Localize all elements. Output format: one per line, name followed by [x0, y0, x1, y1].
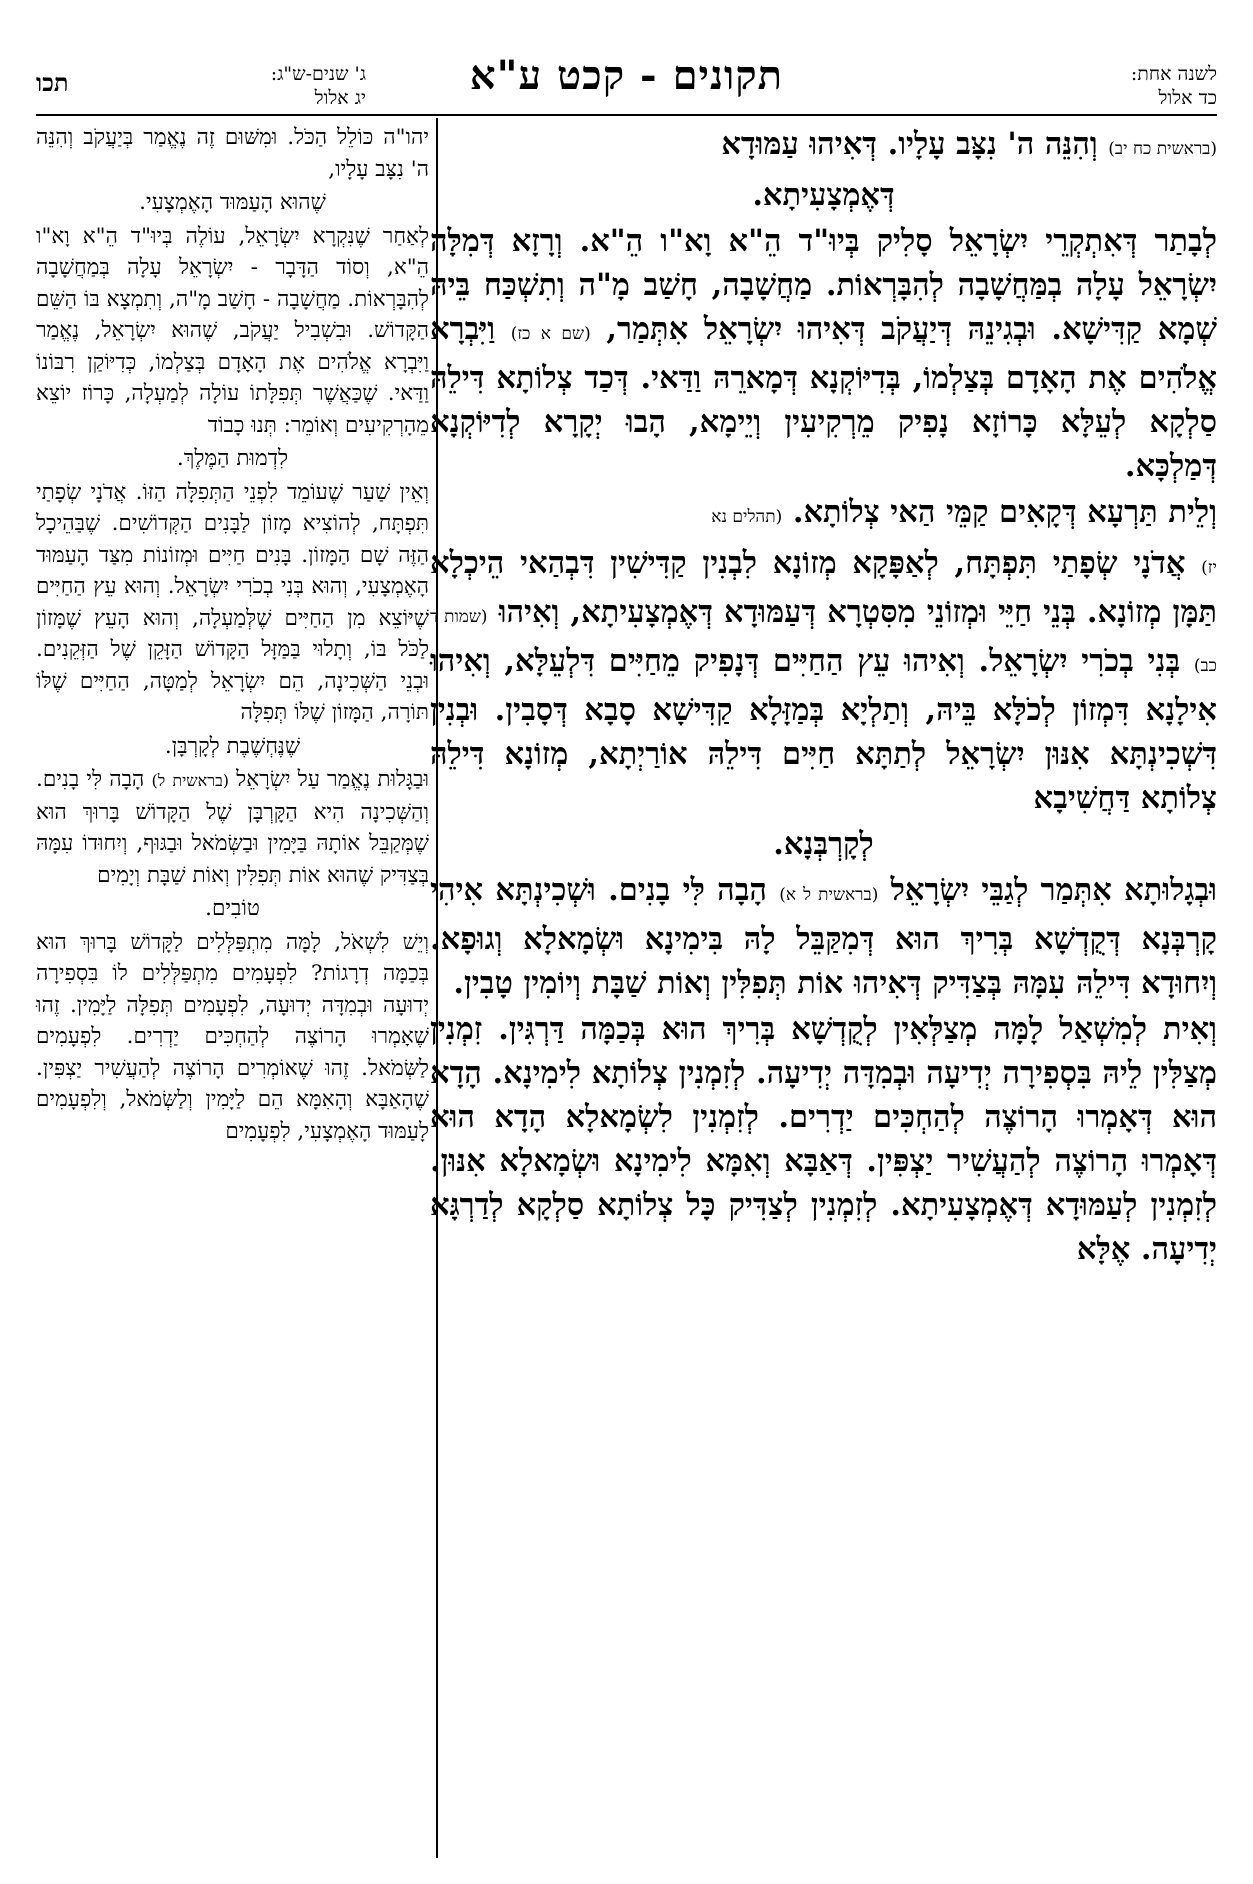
- main-text: וַיִּבְרָא אֱלֹהִים אֶת הָאָדָם בְּצַלְמוֹ, בְּדִיּוֹקְנָא דְּמָארֵהּ וַדַּאי. דְּכַד צְלוֹתָא דִּילֵהּ סַלְקָא לְעֵלָּא כָּרוֹזָא נָפִיק מֵרְקִיעִין וְיֵימָא, הָבוּ יְקָרָא לְדִיּוֹקְנָא דְּמַלְכָּא.: [430, 311, 1217, 484]
- main-paragraph-3: [430, 490, 1217, 539]
- verse-reference: (שם א כז): [510, 324, 591, 344]
- header-left-text: [271, 62, 366, 110]
- main-text: וְלֵית תַּרְעָא דְּקָאִים קַמֵּי הַאי צְלוֹתָא.: [792, 494, 1217, 530]
- header-left-line2: יג אלול: [314, 87, 366, 109]
- side-text: וּבַגָּלוּת נֶאֱמַר עַל יִשְׂרָאֵל: [236, 767, 430, 792]
- side-paragraph-2-end: לִדְמוּת הַמֶּלֶךְ.: [176, 446, 289, 471]
- main-paragraph-5: [430, 868, 1217, 1005]
- verse-reference: יז): [1201, 558, 1217, 578]
- side-paragraph-2: לְאַחַר שֶׁנִּקְרָא יִשְׂרָאֵל, עוֹלֶה בְּיוּ"ד הֵ"א וָא"ו הֵ"א, וְסוֹד הַדָּבָר - יִשְׂרָאֵל עָלָה בְּמַחֲשָׁבָה לְהִבָּרְאוֹת. מַחֲשָׁבָה - חָשַׁב מָ"ה, וְתִמְצָא בּוֹ הַשֵּׁם הַקָּדוֹשׁ. וּבִשְׁבִיל יַעֲקֹב, שֶׁהוּא יִשְׂרָאֵל, נֶאֱמַר וַיִּבְרָא אֱלֹהִים אֶת הָאָדָם בְּצַלְמוֹ, כְּדִיּוֹקַן רִבּוֹנוֹ וַדַּאי. שֶׁכַּאֲשֶׁר תְּפִלָּתוֹ עוֹלָה לְמַעְלָה, כָּרוֹז יוֹצֵא מֵהָרְקִיעִים וְאוֹמֵר: תְּנוּ כָבוֹד: [36, 223, 429, 438]
- side-paragraph-1-end: שֶׁהוּא הָעַמּוּד הָאֶמְצָעִי.: [139, 190, 326, 215]
- main-text: אֲדֹנָי שְׂפָתַי תִּפְתָּח, לְאַפָּקָא מְזוֹנָא לִבְנִין קַדִּישִׁין דִּבְהַאי הֵיכְלָא תַּמָּן מְזוֹנָא. בְּנֵי חַיֵּי וּמְזוֹנֵי מִסִּטְרָא דְּעַמּוּדָא דְּאֶמְצָעִיתָא, וְאִיהוּ: [430, 545, 1218, 630]
- side-paragraph-3-end: שֶׁנֶּחְשֶׁבֶת לְקָרְבָּן.: [164, 733, 301, 759]
- main-text: וְהִנֵּה ה' נִצָּב עָלָיו. דְּאִיהוּ עַמּוּדָא: [721, 126, 1098, 162]
- verse-reference: (בראשית כח יב): [1108, 139, 1217, 159]
- header-rule: [36, 114, 1217, 116]
- side-paragraph-4: [36, 764, 429, 891]
- side-paragraph-4-end: טוֹבִים.: [205, 896, 260, 921]
- main-text: בְּנִי בְכֹרִי יִשְׂרָאֵל. וְאִיהוּ עֵץ הַחַיִּים דְּנָפִיק מֵחַיִּים דִּלְעֵלָּא, וְאִיהוּ אִילָנָא דִּמְזוֹן לְכֹלָּא בֵּיהּ, וְתַלְיָא בְּמַזָּלָא קַדִּישָׁא סָבָא דְּסָבִין. וּבְנִין דִּשְׁכִינְתָּא אִנּוּן יִשְׂרָאֵל לְתַתָּא חַיִּים דִּילֵהּ אוֹרַיְתָא, מְזוֹנָא דִּילֵהּ צְלוֹתָא דַּחֲשִׁיבָא: [430, 643, 1217, 816]
- main-text: הָבָה לִּי בָנִים. וּשְׁכִינְתָּא אִיהִי קָרְבְּנָא דְּקֻדְשָׁא בְּרִיךְ הוּא דְּמִקַּבֵּל לָהּ בִּימִינָא וּשְׂמָאלָא וְגוּפָא. וְיִחוּדָא דִּילֵהּ עִמָּהּ בְּצַדִּיק דְּאִיהוּ אוֹת תְּפִלִּין וְאוֹת שַׁבָּת וְיוֹמִין טָבִין.: [430, 872, 1217, 1001]
- page-number: תכו: [36, 68, 69, 97]
- main-text: וְאִית לְמִשְׁאַל לָמָּה מְצַלְּאִין לְקֻדְשָׁא בְּרִיךְ הוּא בְּכַמָּה דַּרְגִּין. זִמְנִין מְצַלִּין לֵיהּ בִּסְפִירָה יְדִיעָה וּבְמִדָּה יְדִיעָה. לְזִמְנִין צְלוֹתָא לִימִינָא. הָדָא הוּא דְּאָמְרוּ הָרוֹצֶה לְהַחְכִּים יַדְרִים. לְזִמְנִין לִשְׂמָאלָא הָדָא הוּא דְּאָמְרוּ הָרוֹצֶה לְהַעֲשִׁיר יַצְפִּין. דְּאַבָּא וְאִמָּא לִימִינָא וּשְׂמָאלָא אִנּוּן. לְזִמְנִין לְעַמּוּדָא דְּאֶמְצָעִיתָא. לְזִמְנִין לְצַדִּיק כָּל צְלוֹתָא סַלְקָא לְדַרְגָּא יְדִיעָה. אֶלָּא: [430, 1011, 1217, 1267]
- page-title: תקונים - קכט ע"א: [469, 52, 784, 99]
- main-paragraph-2: [430, 219, 1217, 488]
- side-text: הָבָה לִּי בָנִים. וְהַשְּׁכִינָה הִיא הַקָּרְבָּן שֶׁל הַקָּדוֹשׁ בָּרוּךְ הוּא שֶׁמְּקַבֵּל אוֹתָהּ בַּיָּמִין וּבַשְּׂמֹאל וּבַגּוּף, וְיִחוּדוֹ עִמָּהּ בְּצַדִּיק שֶׁהוּא אוֹת תְּפִלִּין וְאוֹת שַׁבָּת וְיָמִים: [36, 767, 429, 888]
- main-text: וּבְגָלוּתָא אִתְּמַר לְגַבֵּי יִשְׂרָאֵל: [890, 872, 1217, 908]
- verse-reference: ל): [151, 771, 166, 790]
- header-left-line1: ג' שנים-ש"ג:: [270, 63, 366, 85]
- page-header: [36, 52, 1217, 112]
- main-paragraph-1-end: דְּאֶמְצָעִיתָא.: [752, 177, 895, 213]
- translation-column: [36, 122, 429, 1149]
- main-text-column: [430, 122, 1217, 1273]
- verse-reference: (בראשית ל א): [779, 885, 879, 905]
- main-paragraph-4-end: לְקָרְבְּנָא.: [773, 826, 874, 862]
- verse-reference: (בראשית: [172, 771, 230, 790]
- main-paragraph-4: [430, 541, 1217, 820]
- main-text: לְבָתַר דְּאִתְקְרֵי יִשְׂרָאֵל סָלִיק בְּיוּ"ד הֵ"א וָא"ו הֵ"א. וְרָזָא דְּמִלָּה יִשְׂרָאֵל עָלָה בְמַּחֲשָׁבָה לְהִבָּרְאוֹת. מַחֲשָׁבָה, חָשַׁב מָ"ה וְתִשְׁכַּח בֵּיהּ שְׁמָא קַדִּישָׁא. וּבְגִינֵהּ דְּיַעֲקֹב דְּאִיהוּ יִשְׂרָאֵל אִתְּמַר,: [430, 223, 1218, 347]
- verse-reference: (תהלים נא: [711, 507, 783, 527]
- header-schedule-three-years: [36, 62, 366, 112]
- header-right-line2: כד אלול: [1158, 87, 1217, 109]
- main-paragraph-1: [430, 122, 1217, 171]
- side-paragraph-3: וְאֵין שַׁעַר שֶׁעוֹמֵד לִפְנֵי הַתְּפִלָּה הַזּוֹ. אֲדֹנָי שְׂפָתַי תִּפְתָּח, לְהוֹצִיא מָזוֹן לַבָּנִים הַקְּדוֹשִׁים. שֶׁבַּהֵיכָל הַזֶּה שָׁם הַמָּזוֹן. בָּנִים חַיִּים וּמְזוֹנוֹת מִצַּד הָעַמּוּד הָאֶמְצָעִי, וְהוּא בְּנִי בְכֹרִי יִשְׂרָאֵל. וְהוּא עֵץ הַחַיִּים שֶׁיּוֹצֵא מִן הַחַיִּים שֶׁלְּמַעְלָה, וְהוּא הָעֵץ שֶׁמָּזוֹן לַכֹּל בּוֹ, וְתָלוּי בַּמַּזָּל הַקָּדוֹשׁ הַזָּקֵן שֶׁל הַזְּקֵנִים. וּבְנֵי הַשְּׁכִינָה, הֵם יִשְׂרָאֵל לְמַטָּה, הַחַיִּים שֶׁלּוֹ תּוֹרָה, הַמָּזוֹן שֶׁלּוֹ תְּפִלָּה: [36, 479, 429, 725]
- verse-reference: (שמות ד כב): [430, 607, 1217, 676]
- main-paragraph-6: [430, 1007, 1217, 1271]
- header-right-line1: לשנה אחת:: [1130, 63, 1217, 85]
- side-paragraph-1: יהו"ה כּוֹלֵל הַכֹּל. וּמִשּׁוּם זֶה נֶאֱמַר בְּיַעֲקֹב וְהִנֵּה ה' נִצָּב עָלָיו,: [36, 125, 429, 182]
- side-paragraph-5: וְיֵשׁ לִשְׁאֹל, לָמָּה מִתְפַּלְּלִים לַקָּדוֹשׁ בָּרוּךְ הוּא בְּכַמָּה דְרָגוֹת? לִפְעָמִים מִתְפַּלְּלִים לוֹ בִּסְפִירָה יְדוּעָה וּבְמִדָּה יְדוּעָה, לִפְעָמִים תְּפִלָּה לַיָּמִין. זֶהוּ שֶׁאָמְרוּ הָרוֹצֶה לְהַחְכִּים יַדְרִים. לִפְעָמִים לַשְּׂמֹאל. זֶהוּ שֶׁאוֹמְרִים הָרוֹצֶה לְהַעֲשִׁיר יַצְפִּין. שֶׁהָאַבָּא וְהָאִמָּא הֵם לַיָּמִין וְלַשְּׂמֹאל, וְלִפְעָמִים לָעַמּוּד הָאֶמְצָעִי, לִפְעָמִים: [36, 929, 429, 1144]
